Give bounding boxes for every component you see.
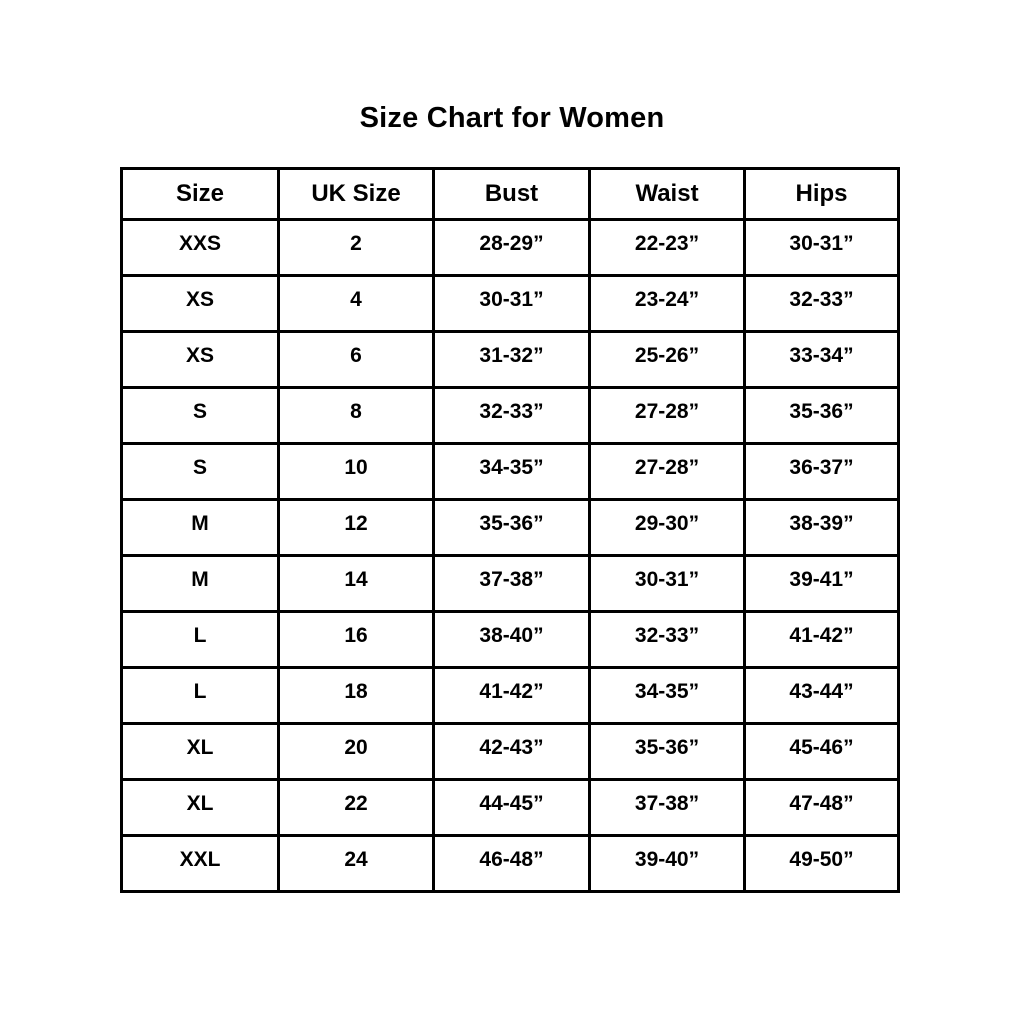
cell-hips: 43-44” bbox=[745, 668, 899, 724]
cell-bust: 32-33” bbox=[434, 388, 590, 444]
header-size: Size bbox=[122, 169, 279, 220]
table-row bbox=[122, 388, 899, 444]
cell-hips: 38-39” bbox=[745, 500, 899, 556]
cell-size: XL bbox=[122, 724, 279, 780]
table-row bbox=[122, 500, 899, 556]
cell-hips: 45-46” bbox=[745, 724, 899, 780]
cell-waist: 29-30” bbox=[590, 500, 745, 556]
cell-hips: 36-37” bbox=[745, 444, 899, 500]
cell-hips: 35-36” bbox=[745, 388, 899, 444]
cell-waist: 25-26” bbox=[590, 332, 745, 388]
table-row bbox=[122, 220, 899, 276]
table-row bbox=[122, 780, 899, 836]
table-row bbox=[122, 836, 899, 892]
cell-hips: 32-33” bbox=[745, 276, 899, 332]
cell-bust: 42-43” bbox=[434, 724, 590, 780]
cell-waist: 37-38” bbox=[590, 780, 745, 836]
cell-bust: 44-45” bbox=[434, 780, 590, 836]
cell-waist: 27-28” bbox=[590, 444, 745, 500]
header-hips: Hips bbox=[745, 169, 899, 220]
cell-uk-size: 10 bbox=[279, 444, 434, 500]
cell-bust: 35-36” bbox=[434, 500, 590, 556]
table-row bbox=[122, 332, 899, 388]
cell-size: L bbox=[122, 668, 279, 724]
cell-uk-size: 2 bbox=[279, 220, 434, 276]
cell-size: XXL bbox=[122, 836, 279, 892]
cell-uk-size: 18 bbox=[279, 668, 434, 724]
cell-waist: 32-33” bbox=[590, 612, 745, 668]
cell-uk-size: 12 bbox=[279, 500, 434, 556]
cell-uk-size: 24 bbox=[279, 836, 434, 892]
cell-bust: 30-31” bbox=[434, 276, 590, 332]
cell-bust: 46-48” bbox=[434, 836, 590, 892]
cell-waist: 23-24” bbox=[590, 276, 745, 332]
table-row bbox=[122, 724, 899, 780]
cell-size: S bbox=[122, 388, 279, 444]
cell-waist: 39-40” bbox=[590, 836, 745, 892]
size-chart-table bbox=[120, 167, 900, 893]
cell-waist: 22-23” bbox=[590, 220, 745, 276]
cell-hips: 49-50” bbox=[745, 836, 899, 892]
cell-hips: 39-41” bbox=[745, 556, 899, 612]
cell-uk-size: 8 bbox=[279, 388, 434, 444]
cell-uk-size: 4 bbox=[279, 276, 434, 332]
cell-size: S bbox=[122, 444, 279, 500]
cell-uk-size: 14 bbox=[279, 556, 434, 612]
table-row bbox=[122, 556, 899, 612]
cell-uk-size: 20 bbox=[279, 724, 434, 780]
cell-size: XL bbox=[122, 780, 279, 836]
header-bust: Bust bbox=[434, 169, 590, 220]
cell-waist: 34-35” bbox=[590, 668, 745, 724]
table-row bbox=[122, 612, 899, 668]
cell-uk-size: 16 bbox=[279, 612, 434, 668]
cell-size: XS bbox=[122, 276, 279, 332]
cell-waist: 30-31” bbox=[590, 556, 745, 612]
cell-bust: 37-38” bbox=[434, 556, 590, 612]
cell-uk-size: 6 bbox=[279, 332, 434, 388]
cell-hips: 47-48” bbox=[745, 780, 899, 836]
cell-bust: 38-40” bbox=[434, 612, 590, 668]
header-waist: Waist bbox=[590, 169, 745, 220]
cell-bust: 31-32” bbox=[434, 332, 590, 388]
cell-bust: 41-42” bbox=[434, 668, 590, 724]
table-row bbox=[122, 276, 899, 332]
header-row bbox=[122, 169, 899, 220]
cell-size: XS bbox=[122, 332, 279, 388]
cell-size: M bbox=[122, 500, 279, 556]
cell-size: L bbox=[122, 612, 279, 668]
cell-bust: 28-29” bbox=[434, 220, 590, 276]
cell-bust: 34-35” bbox=[434, 444, 590, 500]
page-title: Size Chart for Women bbox=[359, 102, 665, 134]
cell-size: XXS bbox=[122, 220, 279, 276]
table-row bbox=[122, 444, 899, 500]
header-uk-size: UK Size bbox=[279, 169, 434, 220]
cell-hips: 30-31” bbox=[745, 220, 899, 276]
cell-waist: 35-36” bbox=[590, 724, 745, 780]
cell-size: M bbox=[122, 556, 279, 612]
cell-hips: 33-34” bbox=[745, 332, 899, 388]
cell-uk-size: 22 bbox=[279, 780, 434, 836]
table-row bbox=[122, 668, 899, 724]
cell-hips: 41-42” bbox=[745, 612, 899, 668]
cell-waist: 27-28” bbox=[590, 388, 745, 444]
